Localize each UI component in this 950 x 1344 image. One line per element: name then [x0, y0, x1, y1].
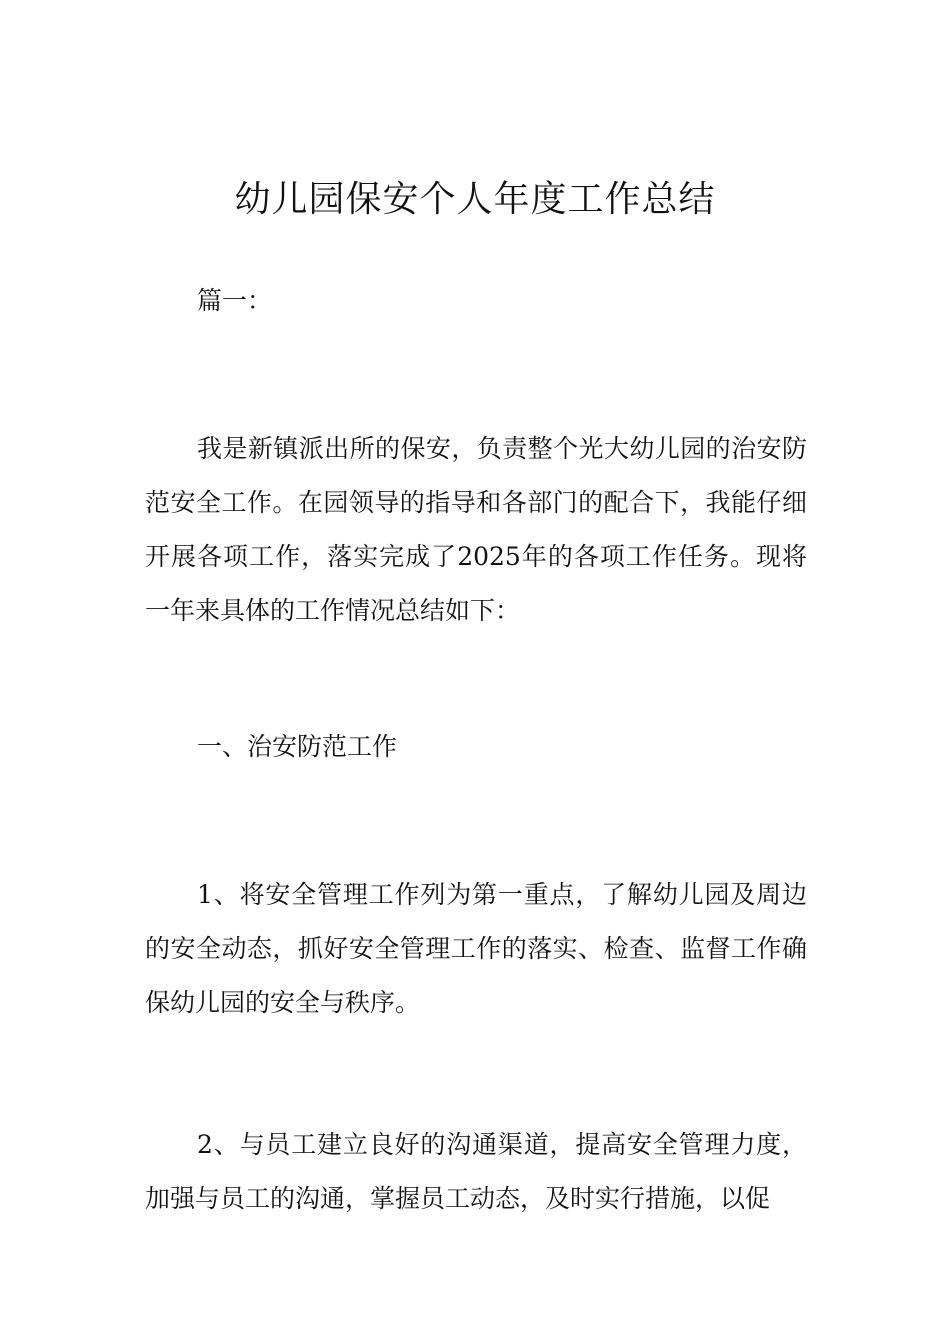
list-item-2: 2、与员工建立良好的沟通渠道，提高安全管理力度，加强与员工的沟通，掌握员工动态，及时实行措施，以促 — [145, 1130, 807, 1213]
intro-paragraph: 我是新镇派出所的保安，负责整个光大幼儿园的治安防范安全工作。在园领导的指导和各部门的配合下，我能仔细开展各项工作，落实完成了2025年的各项工作任务。现将一年来具体的工作情况总结如下： — [145, 434, 807, 625]
document-title: 幼儿园保安个人年度工作总结 — [234, 179, 716, 220]
list-item-1: 1、将安全管理工作列为第一重点，了解幼儿园及周边的安全动态，抓好安全管理工作的落实、检查、监督工作确保幼儿园的安全与秩序。 — [145, 880, 807, 1017]
section-label: 篇一： — [197, 286, 273, 315]
section-heading-security: 一、治安防范工作 — [197, 732, 398, 761]
